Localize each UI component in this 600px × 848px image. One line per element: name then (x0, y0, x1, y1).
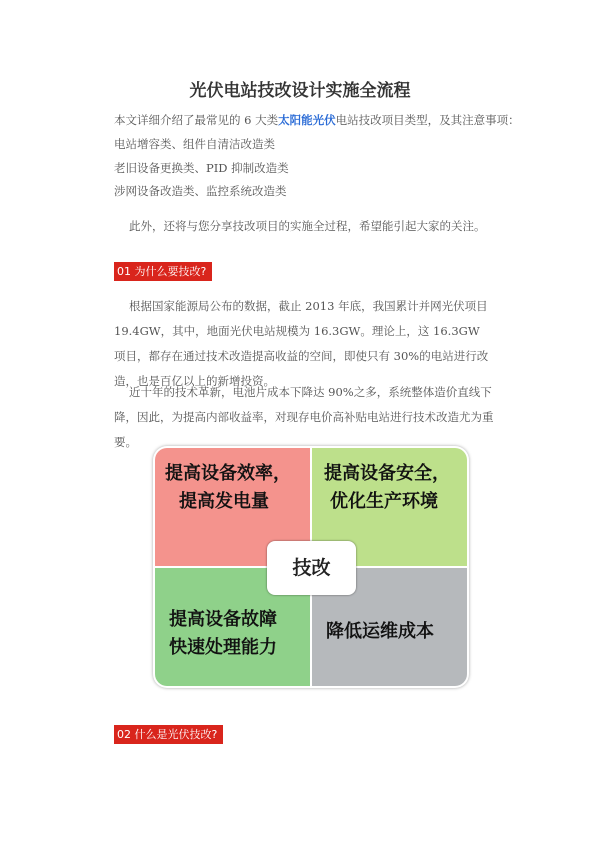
quadrant-line: 提高设备效率， (165, 463, 291, 484)
intro-before: 本文详细介绍了最常见的 6 大类 (114, 113, 279, 127)
paragraph-text: 近十年的技术革新，电池片成本下降达 90%之多，系统整体造价直线下降，因此，为提高内部收益率，对现存电价高补贴电站进行技术改造尤为重要。 (114, 385, 494, 449)
quadrant-line: 提高发电量 (179, 491, 269, 512)
quadrant-line: 优化生产环境 (330, 491, 438, 512)
quadrant-line: 降低运维成本 (326, 621, 434, 642)
tech-upgrade-diagram (153, 446, 469, 688)
intro-after: 电站技改项目类型，及其注意事项： (335, 113, 520, 127)
type-item: 电站增容类、组件自清洁改造类 (114, 137, 275, 151)
quadrant-line: 提高设备故障 (169, 609, 277, 630)
intro-line (114, 112, 520, 128)
section1-paragraph-2 (114, 380, 494, 455)
type-item: 涉网设备改造类、监控系统改造类 (114, 184, 287, 198)
quadrant-line: 提高设备安全， (324, 463, 450, 484)
diagram-center-label: 技改 (267, 541, 356, 595)
highlight-link[interactable]: 太阳能光伏 (278, 113, 336, 127)
closing-text: 此外，还将与您分享技改项目的实施全过程，希望能引起大家的关注。 (129, 219, 486, 233)
article-title: 光伏电站技改设计实施全流程 (189, 81, 411, 101)
section-heading-2: 02 什么是光伏技改? (114, 725, 223, 744)
section-heading-1: 01 为什么要技改? (114, 262, 212, 281)
section1-paragraph-1 (114, 294, 494, 394)
paragraph-text: 根据国家能源局公布的数据，截止 2013 年底，我国累计并网光伏项目 19.4GW，其中，地面光伏电站规模为 16.3GW。理论上，这 16.3GW 项目，都存在通过技术改造提高收益的空间，即使只有 30%的电站进行改造，也是百亿以上的新增投资。 (114, 299, 489, 388)
quadrant-line: 快速处理能力 (169, 637, 277, 658)
type-item: 老旧设备更换类、PID 抑制改造类 (114, 161, 289, 175)
